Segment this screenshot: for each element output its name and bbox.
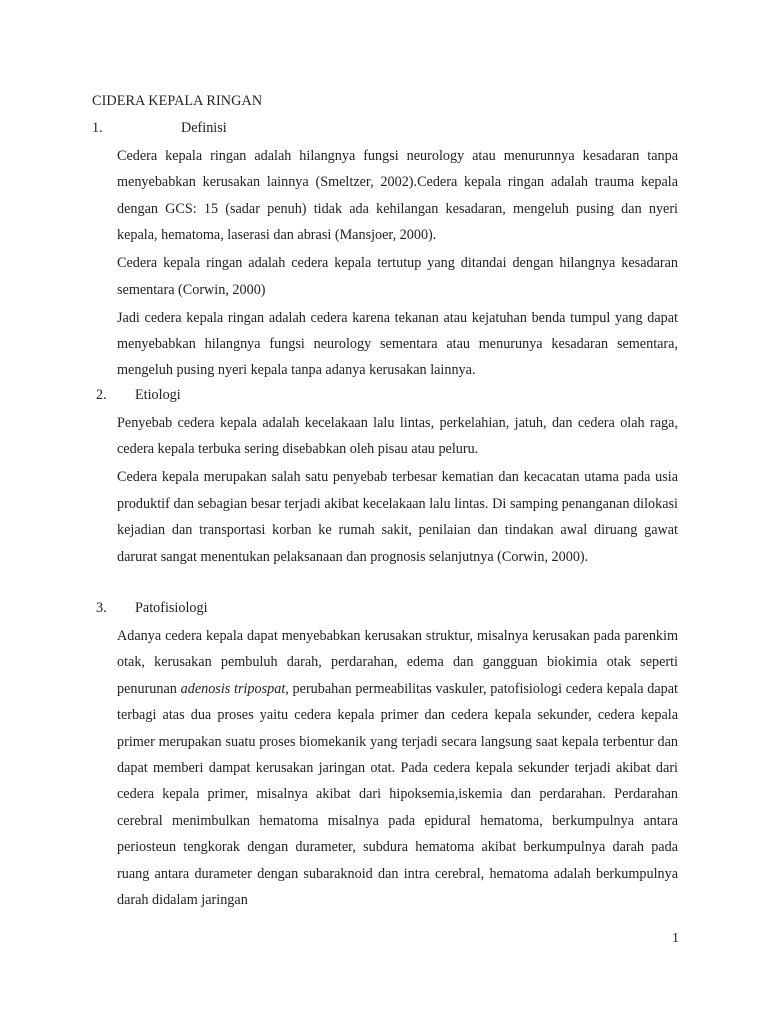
section-body-definisi	[117, 143, 678, 384]
paragraph: Jadi cedera kepala ringan adalah cedera karena tekanan atau kejatuhan benda tumpul yang dapat menyebabkan hilangnya fungsi neurology sementara atau menurunya kesadaran sementara, mengeluh pusing nyeri kepala tanpa adanya kerusakan lainnya.	[117, 309, 678, 379]
paragraph: Penyebab cedera kepala adalah kecelakaan lalu lintas, perkelahian, jatuh, dan cedera olah raga, cedera kepala terbuka sering disebabkan oleh pisau atau peluru.	[117, 415, 678, 458]
section-title: Patofisiologi	[135, 600, 208, 616]
section-number: 2.	[96, 387, 107, 403]
section-title: Definisi	[181, 120, 227, 136]
paragraph: Cedera kepala ringan adalah cedera kepala tertutup yang ditandai dengan hilangnya kesadaran sementara (Corwin, 2000)	[117, 255, 678, 298]
text-run: Adanya cedera kepala dapat menyebabkan kerusakan struktur, misalnya kerusakan pada parenkim otak, kerusakan pembuluh darah, perdarahan, edema dan gangguan biokimia otak seperti penurunan	[117, 628, 678, 697]
section-body-etiologi	[117, 410, 678, 570]
page-number: 1	[672, 931, 679, 946]
document-title: CIDERA KEPALA RINGAN	[92, 93, 263, 109]
paragraph: Cedera kepala merupakan salah satu penyebab terbesar kematian dan kecacatan utama pada usia produktif dan sebagian besar terjadi akibat kecelakaan lalu lintas. Di samping penanganan dilokasi kejadian dan transportasi korban ke rumah sakit, penilaian dan tindakan awal diruang gawat darurat sangat menentukan pelaksanaan dan prognosis selanjutnya (Corwin, 2000).	[117, 469, 678, 565]
section-title: Etiologi	[135, 387, 181, 403]
section-number: 1.	[92, 120, 103, 136]
paragraph: Cedera kepala ringan adalah hilangnya fungsi neurology atau menurunnya kesadaran tanpa menyebabkan kerusakan lainnya (Smeltzer, 2002).Cedera kepala ringan adalah trauma kepala dengan GCS: 15 (sadar penuh) tidak ada kehilangan kesadaran, mengeluh pusing dan nyeri kepala, hematoma, laserasi dan abrasi (Mansjoer, 2000).	[117, 148, 678, 244]
text-run: , perubahan permeabilitas vaskuler, patofisiologi cedera kepala dapat terbagi atas dua proses yaitu cedera kepala primer dan cedera kepala sekunder, cedera kepala primer merupakan suatu proses biomekanik yang terjadi secara langsung saat kepala terbentur dan dapat memberi dampat kerusakan jaringan otat. Pada cedera kepala sekunder terjadi akibat dari cedera kepala primer, misalnya akibat dari hipoksemia,iskemia dan perdarahan. Perdarahan cerebral menimbulkan hematoma misalnya pada epidural hematoma, berkumpulnya antara periosteun tengkorak dengan durameter, subdura hematoma akibat berkumpulnya darah pada ruang antara durameter dengan subaraknoid dan intra cerebral, hematoma adalah berkumpulnya darah didalam jaringan	[117, 680, 678, 909]
italic-term: adenosis tripospat	[180, 680, 286, 697]
section-body-patofisiologi	[117, 623, 678, 913]
paragraph	[117, 623, 678, 913]
section-number: 3.	[96, 600, 107, 616]
